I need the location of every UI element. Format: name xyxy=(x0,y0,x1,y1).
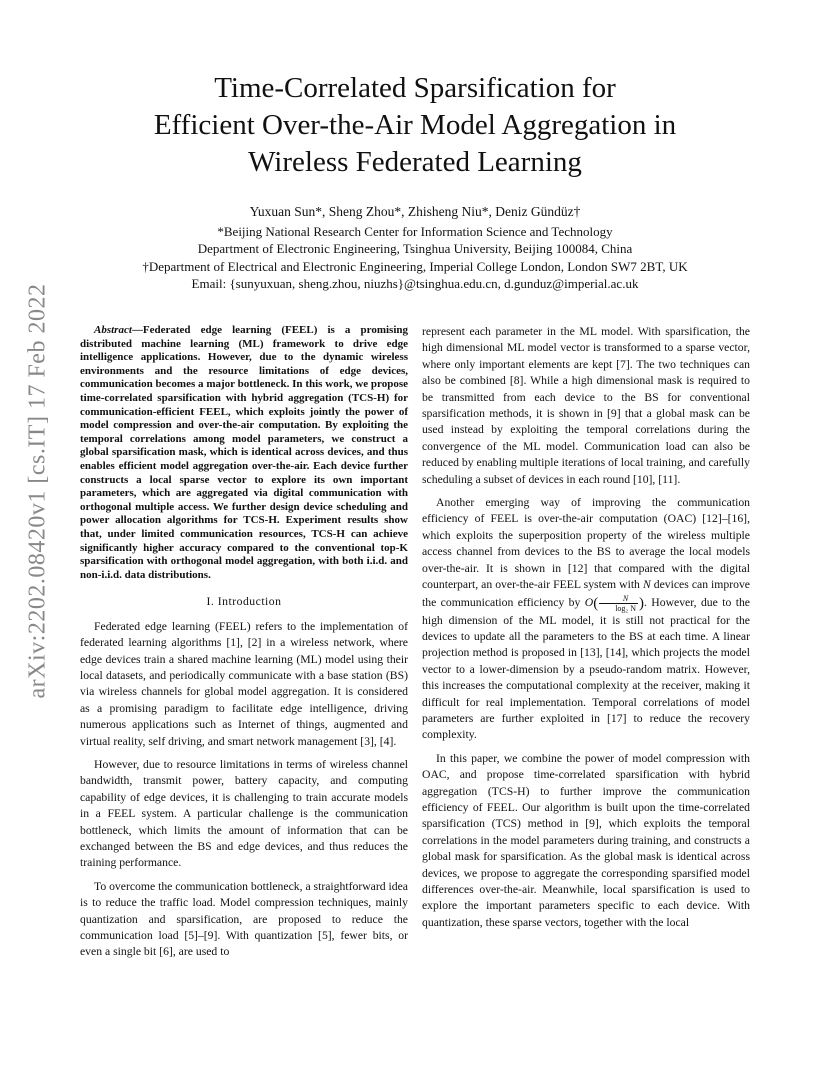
paragraph: In this paper, we combine the power of model compression with OAC, and propose time-correlated sparsification with hybrid aggregation (TCS-H) to further improve the communication efficiency of FEEL. Our algorithm is built upon the time-correlated sparsification (TCS) method in [9], which exploits the temporal correlations in the model parameters during training, and constructs a global mask for sparsification. As the global mask is identical across devices, we propose to aggregate the corresponding sparsified model differences over-the-air. Meanwhile, local sparsification is used to explore the important parameters specific to each device. With quantization, these sparse vectors, together with the local xyxy=(422,751,750,929)
author-names: Yuxuan Sun*, Sheng Zhou*, Zhisheng Niu*, Deniz Gündüz† xyxy=(249,204,581,219)
math-variable: N xyxy=(642,578,651,592)
paragraph: To overcome the communication bottleneck, a straightforward idea is to reduce the traffic load. Model compression techniques, mainly quantization and sparsification, are proposed to reduce the communication load [5]–[9]. With quantization [5], fewer bits, or even a single bit [6], are used to xyxy=(80,879,408,959)
paragraph: Federated edge learning (FEEL) refers to the implementation of federated learning algorithms [1], [2] in a wireless network, where edge devices train a shared machine learning (ML) model using their local datasets, and periodically communicate with a base station (BS) via wireless channels for global model aggregation. It is considered as a promising paradigm to facilitate edge intelligence, driving numerous applications such as Internet of things, augmented and virtual reality, self driving, and smart network management [3], [4]. xyxy=(80,619,408,748)
section-heading: I. Introduction xyxy=(206,595,282,609)
title-line-3: Wireless Federated Learning xyxy=(248,146,582,178)
affiliation-1: *Beijing National Research Center for Information Science and Technology xyxy=(217,223,613,239)
abstract-body: —Federated edge learning (FEEL) is a promising distributed machine learning (ML) framework to drive edge intelligence applications. However, due to the dynamic wireless environments and the resource limitations of edge devices, communication becomes a major bottleneck. In this work, we propose time-correlated sparsification with hybrid aggregation (TCS-H) for communication-efficient FEEL, which exploits jointly the power of model compression and over-the-air computation. By exploiting the temporal correlations among model parameters, we construct a global sparsification mask, which is identical across devices, and thus enables efficient model aggregation over-the-air. Each device further constructs a local sparse vector to explore its own important parameters, which are aggregated via digital communication with orthogonal multiple access. We further design device scheduling and power allocation algorithms for TCS-H. Experiment results show that, under limited communication resources, TCS-H can achieve significantly higher accuracy compared to the conventional top-K sparsification with orthogonal model aggregation, with both i.i.d. and non-i.i.d. data distributions. xyxy=(80,324,408,581)
right-column xyxy=(422,324,750,938)
paren-open: ( xyxy=(593,594,599,611)
affiliation-2: Department of Electronic Engineering, Tsinghua University, Beijing 100084, China xyxy=(197,241,633,256)
title-line-2: Efficient Over-the-Air Model Aggregation in xyxy=(153,109,677,141)
big-o-symbol: O xyxy=(584,595,594,609)
author-block xyxy=(100,203,730,293)
text-run: devices can improve the communication efficiency by xyxy=(422,578,750,609)
fraction-numerator: N xyxy=(599,594,638,604)
paren-close: ) xyxy=(638,594,644,611)
fraction xyxy=(599,594,638,613)
author-emails: Email: {sunyuxuan, sheng.zhou, niuzhs}@tsinghua.edu.cn, d.gunduz@imperial.ac.uk xyxy=(191,276,639,291)
arxiv-sidebar xyxy=(18,283,58,699)
abstract xyxy=(80,324,408,582)
paragraph: However, due to resource limitations in terms of wireless channel bandwidth, transmit power, battery capacity, and computing capability of edge devices, it is challenging to train accurate models in a FEEL system. A particular challenge is the communication bottleneck, which limits the amount of information that can be exchanged between the BS and edge devices, and thus reduces the training performance. xyxy=(80,757,408,870)
affiliation-3: †Department of Electrical and Electronic Engineering, Imperial College London, London SW7 2BT, UK xyxy=(142,258,688,274)
text-run: . However, due to the high dimension of the ML model, it is still not practical for the devices to update all the parameters to the BS at each time. A linear projection method is proposed in [13], [14], which projects the model vector to a lower-dimension by a pseudo-random matrix. However, this increases the computational complexity at the receiver, making it difficult for real implementation. Temporal correlations of model parameters are further exploited in [17] to reduce the recovery complexity. xyxy=(422,595,750,742)
arxiv-identifier: arXiv:2202.08420v1 [cs.IT] 17 Feb 2022 xyxy=(24,283,51,699)
paragraph-with-math xyxy=(422,495,750,744)
left-column xyxy=(80,324,408,968)
paragraph: represent each parameter in the ML model. With sparsification, the high dimensional ML model vector is transformed to a sparse vector, where only important elements are kept [7]. The two techniques can also be combined [8]. While a high dimensional mask is required to be transmitted from each device to the BS for conventional sparsification methods, it is shown in [9] that a global mask can be used instead by exploiting the temporal correlations during the convergence of the ML model. Communication load can also be reduced by enabling multiple iterations of local training, and carefully scheduling a subset of devices in each round [10], [11]. xyxy=(422,325,750,486)
text-run: Another emerging way of improving the communication efficiency of FEEL is over-the-air computation (OAC) [12]–[16], which exploits the superposition property of the wireless multiple access channel from devices to the BS to average the local models over-the-air. It is shown in [12] that compared with the digital counterpart, an over-the-air FEEL system with xyxy=(422,496,750,592)
title-line-1: Time-Correlated Sparsification for xyxy=(214,72,616,104)
fraction-denominator: log₂ N xyxy=(615,603,636,613)
abstract-lead: Abstract xyxy=(94,324,132,336)
paper-title xyxy=(100,70,730,181)
